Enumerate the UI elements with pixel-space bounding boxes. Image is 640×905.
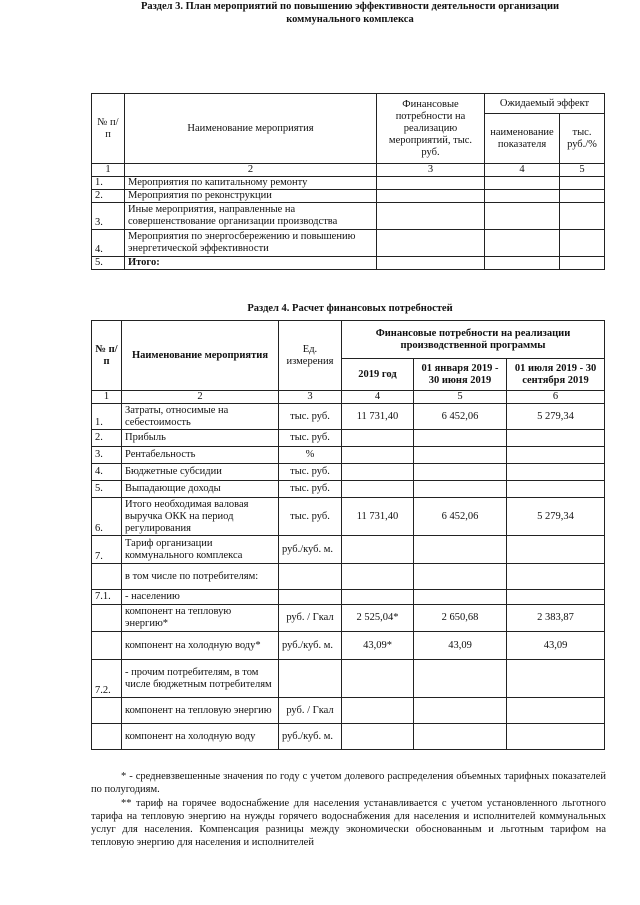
col-number: 1 <box>92 164 125 177</box>
row-value-q3 <box>507 536 605 564</box>
table-row <box>92 447 605 464</box>
row-num: 3. <box>92 447 122 464</box>
row-value-h1 <box>414 724 507 750</box>
financial-needs-table <box>91 320 605 750</box>
row-num: 7. <box>92 536 122 564</box>
row-num: 3. <box>92 203 125 230</box>
table-row <box>92 498 605 536</box>
row-num: 1. <box>92 177 125 190</box>
row-name: компонент на холодную воду* <box>122 632 279 660</box>
table-row <box>92 660 605 698</box>
col-number: 3 <box>279 391 342 404</box>
row-value-h1: 43,09 <box>414 632 507 660</box>
row-value-h1 <box>414 590 507 605</box>
row-unit <box>279 590 342 605</box>
row-value-q3: 2 383,87 <box>507 605 605 632</box>
row-name: Затраты, относимые на себестоимость <box>122 404 279 430</box>
table-row <box>92 190 605 203</box>
header-num: № п/п <box>92 321 122 391</box>
row-value-year: 43,09* <box>342 632 414 660</box>
measures-plan-table <box>91 93 605 270</box>
row-unit: руб./куб. м. <box>279 632 342 660</box>
header-financial-needs: Финансовые потребности на реализации производственной программы <box>342 321 605 359</box>
row-name: Рентабельность <box>122 447 279 464</box>
row-value-q3 <box>507 590 605 605</box>
col-number: 6 <box>507 391 605 404</box>
row-value-q3 <box>507 698 605 724</box>
row-num <box>92 724 122 750</box>
row-name: Тариф организации коммунального комплекса <box>122 536 279 564</box>
row-num <box>92 698 122 724</box>
table-row <box>92 430 605 447</box>
row-value-year: 11 731,40 <box>342 404 414 430</box>
row-value-year <box>342 464 414 481</box>
table-row <box>92 230 605 257</box>
row-value-year <box>342 447 414 464</box>
row-name: Мероприятия по капитальному ремонту <box>125 177 377 190</box>
row-value-h1 <box>414 660 507 698</box>
row-unit <box>279 564 342 590</box>
table-row <box>92 590 605 605</box>
table-row <box>92 632 605 660</box>
row-value-q3: 43,09 <box>507 632 605 660</box>
row-value-year <box>342 698 414 724</box>
row-num: 7.1. <box>92 590 122 605</box>
row-value-q3 <box>507 564 605 590</box>
row-value-q3 <box>507 447 605 464</box>
table-row-total <box>92 257 605 270</box>
row-name: - населению <box>122 590 279 605</box>
row-value-h1: 6 452,06 <box>414 404 507 430</box>
row-unit: тыс. руб. <box>279 404 342 430</box>
col-number: 3 <box>377 164 485 177</box>
col-number: 4 <box>342 391 414 404</box>
row-unit: тыс. руб. <box>279 430 342 447</box>
row-value-year <box>342 724 414 750</box>
row-num: 5. <box>92 481 122 498</box>
row-unit <box>279 660 342 698</box>
row-value-q3: 5 279,34 <box>507 404 605 430</box>
row-value-year <box>342 660 414 698</box>
row-value-year <box>342 481 414 498</box>
row-unit: % <box>279 447 342 464</box>
row-num: 4. <box>92 230 125 257</box>
row-unit: тыс. руб. <box>279 481 342 498</box>
row-name: Итого необходимая валовая выручка ОКК на период регулирования <box>122 498 279 536</box>
row-value-q3 <box>507 724 605 750</box>
row-value-h1 <box>414 698 507 724</box>
row-unit: тыс. руб. <box>279 498 342 536</box>
row-unit: руб. / Гкал <box>279 698 342 724</box>
header-num: № п/п <box>92 94 125 164</box>
row-name: Прибыль <box>122 430 279 447</box>
row-num <box>92 564 122 590</box>
footnote-1: * - средневзвешенные значения по году с учетом долевого распределения объемных тарифных показателей по полугодиям. <box>91 771 606 796</box>
section4-title: Раздел 4. Расчет финансовых потребностей <box>247 303 453 314</box>
header-unit: Ед. измерения <box>279 321 342 391</box>
row-value-year <box>342 590 414 605</box>
column-numbers-row <box>92 164 605 177</box>
row-value-q3 <box>507 430 605 447</box>
header-period-year: 2019 год <box>342 359 414 391</box>
row-value-q3 <box>507 660 605 698</box>
row-name: в том числе по потребителям: <box>122 564 279 590</box>
row-unit: руб./куб. м. <box>279 724 342 750</box>
row-num <box>92 632 122 660</box>
row-name: Иные мероприятия, направленные на совершенствование организации производства <box>125 203 377 230</box>
col-number: 5 <box>414 391 507 404</box>
section3-title <box>100 0 600 26</box>
row-num: 7.2. <box>92 660 122 698</box>
header-indicator-name: наименование показателя <box>485 114 560 164</box>
table-row <box>92 564 605 590</box>
table-row <box>92 177 605 190</box>
row-num: 4. <box>92 464 122 481</box>
row-value-year: 2 525,04* <box>342 605 414 632</box>
row-name: компонент на холодную воду <box>122 724 279 750</box>
row-unit: тыс. руб. <box>279 464 342 481</box>
header-financial-needs: Финансовые потребности на реализацию мероприятий, тыс. руб. <box>377 94 485 164</box>
header-expected-effect: Ожидаемый эффект <box>485 94 605 114</box>
col-number: 2 <box>125 164 377 177</box>
header-measure-name: Наименование мероприятия <box>125 94 377 164</box>
row-num: 5. <box>92 257 125 270</box>
row-value-q3: 5 279,34 <box>507 498 605 536</box>
row-num: 2. <box>92 190 125 203</box>
row-value-h1 <box>414 447 507 464</box>
row-value-h1 <box>414 430 507 447</box>
row-value-year <box>342 536 414 564</box>
col-number: 4 <box>485 164 560 177</box>
row-num: 2. <box>92 430 122 447</box>
row-name: Мероприятия по реконструкции <box>125 190 377 203</box>
row-num: 6. <box>92 498 122 536</box>
header-period-q3: 01 июля 2019 - 30 сентября 2019 <box>507 359 605 391</box>
table-row <box>92 481 605 498</box>
footnote-2: ** тариф на горячее водоснабжение для населения устанавливается с учетом установленного льготного тарифа на тепловую энергию на нужды горячего водоснабжения для населения и исполнителей коммунальных услуг для населения. Компенсация разницы между экономически обоснованным и льготным тарифом на тепловую энергию для населения и исполнителей <box>91 797 606 849</box>
row-value-year <box>342 564 414 590</box>
row-name: Выпадающие доходы <box>122 481 279 498</box>
row-value-h1 <box>414 481 507 498</box>
table-row <box>92 698 605 724</box>
row-value-h1: 6 452,06 <box>414 498 507 536</box>
row-value-h1 <box>414 464 507 481</box>
footnotes <box>91 770 606 850</box>
row-value-year: 11 731,40 <box>342 498 414 536</box>
table-row <box>92 724 605 750</box>
row-num: 1. <box>92 404 122 430</box>
row-value-h1: 2 650,68 <box>414 605 507 632</box>
row-name: Мероприятия по энергосбережению и повышению энергетической эффективности <box>125 230 377 257</box>
row-value-q3 <box>507 464 605 481</box>
row-unit: руб. / Гкал <box>279 605 342 632</box>
header-unit: тыс. руб./% <box>560 114 605 164</box>
row-value-year <box>342 430 414 447</box>
col-number: 2 <box>122 391 279 404</box>
table-row <box>92 404 605 430</box>
column-numbers-row <box>92 391 605 404</box>
row-name: Итого: <box>125 257 377 270</box>
table-row <box>92 605 605 632</box>
row-name: компонент на тепловую энергию <box>122 698 279 724</box>
row-name: компонент на тепловую энергию* <box>122 605 279 632</box>
header-period-h1: 01 января 2019 - 30 июня 2019 <box>414 359 507 391</box>
col-number: 1 <box>92 391 122 404</box>
col-number: 5 <box>560 164 605 177</box>
section3-title-line1: Раздел 3. План мероприятий по повышению эффективности деятельности организации <box>140 1 560 12</box>
row-name: Бюджетные субсидии <box>122 464 279 481</box>
row-num <box>92 605 122 632</box>
table-row <box>92 464 605 481</box>
row-name: - прочим потребителям, в том числе бюджетным потребителям <box>122 660 279 698</box>
row-unit: руб./куб. м. <box>279 536 342 564</box>
row-value-h1 <box>414 536 507 564</box>
row-value-q3 <box>507 481 605 498</box>
row-value-h1 <box>414 564 507 590</box>
section3-title-line2: коммунального комплекса <box>286 14 414 25</box>
header-measure-name: Наименование мероприятия <box>122 321 279 391</box>
table-row <box>92 536 605 564</box>
table-row <box>92 203 605 230</box>
